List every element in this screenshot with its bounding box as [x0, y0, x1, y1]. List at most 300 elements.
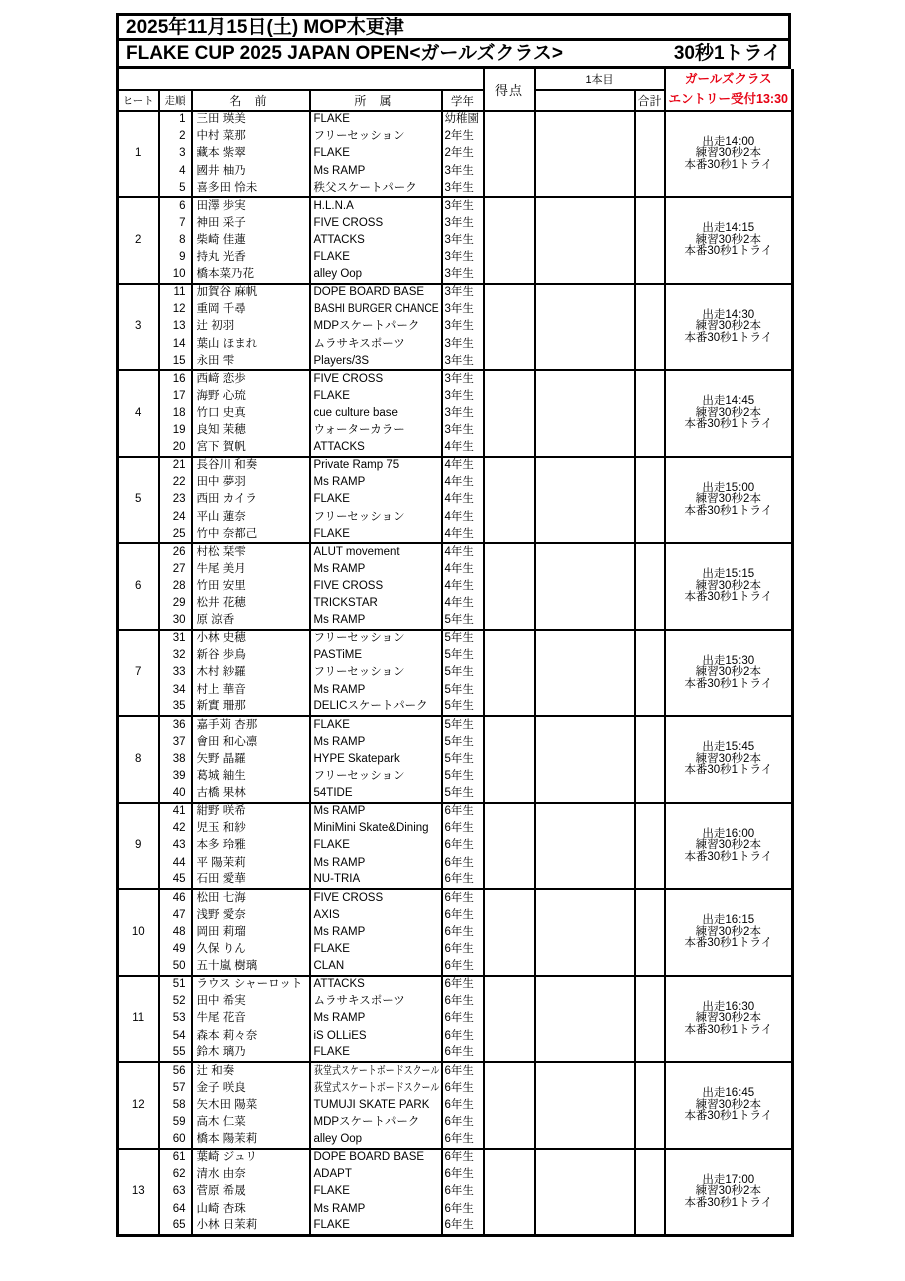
entry-order: 44 — [159, 855, 192, 872]
entry-grade: 5年生 — [442, 665, 484, 682]
entry-grade: 5年生 — [442, 630, 484, 647]
entry-grade: 4年生 — [442, 457, 484, 474]
entry-row — [118, 197, 793, 214]
entry-club: FLAKE — [310, 837, 442, 854]
entry-name: 海野 心琉 — [192, 388, 310, 405]
entry-order: 31 — [159, 630, 192, 647]
entry-order: 13 — [159, 319, 192, 336]
entry-grade: 6年生 — [442, 837, 484, 854]
heat-number: 5 — [118, 457, 159, 543]
score-cell — [484, 543, 535, 629]
entry-club: BASHI BURGER CHANCE — [310, 301, 442, 318]
entry-order: 50 — [159, 959, 192, 976]
entry-name: 小林 史穂 — [192, 630, 310, 647]
event-title: FLAKE CUP 2025 JAPAN OPEN<ガールズクラス> — [126, 43, 563, 64]
entry-row — [118, 716, 793, 733]
heat-number: 7 — [118, 630, 159, 716]
entry-name: 松井 花穂 — [192, 595, 310, 612]
entry-grade: 3年生 — [442, 336, 484, 353]
entry-club: Ms RAMP — [310, 163, 442, 180]
heat-schedule: 出走17:00 練習30秒2本 本番30秒1トライ — [665, 1149, 793, 1235]
entry-club: MDPスケートパーク — [310, 319, 442, 336]
entry-name: 牛尾 美月 — [192, 561, 310, 578]
entry-name: 良知 茉穂 — [192, 422, 310, 439]
entry-name: 葛城 紬生 — [192, 768, 310, 785]
entry-grade: 6年生 — [442, 1132, 484, 1149]
score-cell — [484, 111, 535, 197]
entry-club: Private Ramp 75 — [310, 457, 442, 474]
heat-block — [118, 716, 793, 802]
entry-name: 永田 雫 — [192, 353, 310, 370]
entry-club: iS OLLiES — [310, 1028, 442, 1045]
entry-club: FLAKE — [310, 1218, 442, 1235]
score-cell — [484, 457, 535, 543]
heat-block — [118, 803, 793, 889]
entry-name: 田澤 歩実 — [192, 197, 310, 214]
entry-order: 27 — [159, 561, 192, 578]
entry-club: CLAN — [310, 959, 442, 976]
entry-name: 辻 和奏 — [192, 1062, 310, 1079]
heat-schedule: 出走15:00 練習30秒2本 本番30秒1トライ — [665, 457, 793, 543]
entry-name: 石田 愛華 — [192, 872, 310, 889]
entry-name: 紺野 咲希 — [192, 803, 310, 820]
entry-grade: 3年生 — [442, 267, 484, 284]
entry-club: H.L.N.A — [310, 197, 442, 214]
entry-grade: 3年生 — [442, 215, 484, 232]
entry-order: 46 — [159, 889, 192, 906]
entry-grade: 3年生 — [442, 353, 484, 370]
entry-name: 原 涼香 — [192, 613, 310, 630]
entry-club: フリーセッション — [310, 665, 442, 682]
entry-grade: 6年生 — [442, 993, 484, 1010]
total-score-cell — [635, 370, 665, 456]
entry-order: 58 — [159, 1097, 192, 1114]
entry-name: 竹口 史真 — [192, 405, 310, 422]
entry-club: Ms RAMP — [310, 561, 442, 578]
entry-order: 32 — [159, 647, 192, 664]
entry-name: 森本 莉々奈 — [192, 1028, 310, 1045]
entry-club: FLAKE — [310, 526, 442, 543]
total-score-cell — [635, 111, 665, 197]
class-note-line2: エントリー受付13:30 — [668, 91, 788, 106]
entry-order: 53 — [159, 1010, 192, 1027]
header-club: 所 属 — [310, 90, 442, 111]
entry-club: AXIS — [310, 907, 442, 924]
entry-grade: 3年生 — [442, 284, 484, 301]
entry-order: 37 — [159, 734, 192, 751]
heat-number: 2 — [118, 197, 159, 283]
score-cell — [484, 889, 535, 975]
heat-schedule: 出走16:45 練習30秒2本 本番30秒1トライ — [665, 1062, 793, 1148]
total-score-cell — [635, 1062, 665, 1148]
heat-block — [118, 370, 793, 456]
entry-grade: 6年生 — [442, 1114, 484, 1131]
entry-club: FIVE CROSS — [310, 889, 442, 906]
entry-order: 1 — [159, 111, 192, 128]
heat-block — [118, 976, 793, 1062]
entry-row — [118, 457, 793, 474]
heat-schedule: 出走15:30 練習30秒2本 本番30秒1トライ — [665, 630, 793, 716]
heat-number: 3 — [118, 284, 159, 370]
entry-name: 久保 りん — [192, 941, 310, 958]
entry-order: 14 — [159, 336, 192, 353]
entry-club: alley Oop — [310, 267, 442, 284]
entry-club: ATTACKS — [310, 232, 442, 249]
entry-club: FLAKE — [310, 1183, 442, 1200]
total-score-cell — [635, 976, 665, 1062]
entry-order: 61 — [159, 1149, 192, 1166]
entry-order: 51 — [159, 976, 192, 993]
entry-name: 五十嵐 樹璃 — [192, 959, 310, 976]
entry-row — [118, 111, 793, 128]
header-run1-score-blank — [535, 90, 635, 111]
entry-name: 村上 華音 — [192, 682, 310, 699]
run1-score-cell — [535, 889, 635, 975]
entry-order: 28 — [159, 578, 192, 595]
table-header — [118, 69, 793, 111]
entry-grade: 6年生 — [442, 1218, 484, 1235]
entry-order: 40 — [159, 786, 192, 803]
entry-club: FLAKE — [310, 716, 442, 733]
score-cell — [484, 197, 535, 283]
entry-club: ムラサキスポーツ — [310, 336, 442, 353]
entry-grade: 6年生 — [442, 1028, 484, 1045]
header-name: 名 前 — [192, 90, 310, 111]
heat-block — [118, 630, 793, 716]
entry-grade: 5年生 — [442, 751, 484, 768]
entry-club: FLAKE — [310, 1045, 442, 1062]
entry-order: 57 — [159, 1080, 192, 1097]
entry-club: フリーセッション — [310, 768, 442, 785]
entry-order: 6 — [159, 197, 192, 214]
heat-block — [118, 889, 793, 975]
entry-name: 矢野 晶羅 — [192, 751, 310, 768]
header-heat: ヒート — [118, 90, 159, 111]
heat-schedule: 出走15:45 練習30秒2本 本番30秒1トライ — [665, 716, 793, 802]
entry-name: 竹田 安里 — [192, 578, 310, 595]
entry-order: 38 — [159, 751, 192, 768]
entry-order: 25 — [159, 526, 192, 543]
entry-grade: 5年生 — [442, 768, 484, 785]
total-score-cell — [635, 803, 665, 889]
entry-club: 荻堂式スケートボードスクール — [310, 1062, 442, 1079]
entry-name: 嘉手苅 杏那 — [192, 716, 310, 733]
entry-order: 7 — [159, 215, 192, 232]
entry-club: FIVE CROSS — [310, 370, 442, 387]
entry-order: 63 — [159, 1183, 192, 1200]
entry-order: 18 — [159, 405, 192, 422]
entry-club: cue culture base — [310, 405, 442, 422]
heat-number: 4 — [118, 370, 159, 456]
entry-order: 49 — [159, 941, 192, 958]
total-score-cell — [635, 457, 665, 543]
run1-score-cell — [535, 111, 635, 197]
entry-name: 喜多田 怜未 — [192, 180, 310, 197]
heat-number: 1 — [118, 111, 159, 197]
header-run1: 1本目 — [535, 69, 665, 90]
total-score-cell — [635, 889, 665, 975]
score-cell — [484, 370, 535, 456]
entry-club: Players/3S — [310, 353, 442, 370]
entry-order: 39 — [159, 768, 192, 785]
total-score-cell — [635, 1149, 665, 1235]
entry-club: 54TIDE — [310, 786, 442, 803]
total-score-cell — [635, 716, 665, 802]
entry-name: 新谷 歩鳥 — [192, 647, 310, 664]
entry-club: Ms RAMP — [310, 855, 442, 872]
entry-grade: 6年生 — [442, 976, 484, 993]
heat-schedule: 出走14:30 練習30秒2本 本番30秒1トライ — [665, 284, 793, 370]
entry-club: Ms RAMP — [310, 924, 442, 941]
heat-block — [118, 457, 793, 543]
entry-name: 辻 初羽 — [192, 319, 310, 336]
entry-order: 41 — [159, 803, 192, 820]
run1-score-cell — [535, 543, 635, 629]
entry-grade: 3年生 — [442, 422, 484, 439]
entry-row — [118, 803, 793, 820]
entry-name: 高木 仁菜 — [192, 1114, 310, 1131]
title-date-venue: 2025年11月15日(土) MOP木更津 — [116, 13, 791, 41]
entry-grade: 3年生 — [442, 319, 484, 336]
entry-grade: 5年生 — [442, 699, 484, 716]
entry-order: 52 — [159, 993, 192, 1010]
entry-sheet — [116, 13, 791, 1237]
entry-order: 33 — [159, 665, 192, 682]
entry-order: 22 — [159, 474, 192, 491]
heat-schedule: 出走14:45 練習30秒2本 本番30秒1トライ — [665, 370, 793, 456]
heat-number: 6 — [118, 543, 159, 629]
heat-block — [118, 1062, 793, 1148]
entry-name: 藏本 紫翠 — [192, 146, 310, 163]
entry-order: 20 — [159, 440, 192, 457]
run1-score-cell — [535, 1062, 635, 1148]
entry-name: 山崎 杏珠 — [192, 1201, 310, 1218]
entry-order: 15 — [159, 353, 192, 370]
entry-name: 中村 菜那 — [192, 128, 310, 145]
entry-club: Ms RAMP — [310, 474, 442, 491]
entry-name: 重岡 千尋 — [192, 301, 310, 318]
header-order: 走順 — [159, 90, 192, 111]
entry-order: 30 — [159, 613, 192, 630]
entry-order: 56 — [159, 1062, 192, 1079]
entry-name: 柴崎 佳蓮 — [192, 232, 310, 249]
entry-order: 10 — [159, 267, 192, 284]
entry-grade: 6年生 — [442, 1201, 484, 1218]
entry-name: 新實 珊那 — [192, 699, 310, 716]
entry-club: 秩父スケートパーク — [310, 180, 442, 197]
entry-order: 47 — [159, 907, 192, 924]
entry-name: 神田 采子 — [192, 215, 310, 232]
entry-club: TUMUJI SKATE PARK — [310, 1097, 442, 1114]
entry-club: FIVE CROSS — [310, 215, 442, 232]
entry-order: 3 — [159, 146, 192, 163]
run1-score-cell — [535, 457, 635, 543]
entry-club: DELICスケートパーク — [310, 699, 442, 716]
entry-grade: 4年生 — [442, 561, 484, 578]
entry-order: 42 — [159, 820, 192, 837]
entry-name: 西﨑 恋歩 — [192, 370, 310, 387]
entry-club: フリーセッション — [310, 128, 442, 145]
entry-grade: 6年生 — [442, 872, 484, 889]
score-cell — [484, 716, 535, 802]
entry-order: 35 — [159, 699, 192, 716]
entry-grade: 6年生 — [442, 1183, 484, 1200]
score-cell — [484, 1149, 535, 1235]
entry-club: ウォーターカラー — [310, 422, 442, 439]
entry-name: 三田 瑛美 — [192, 111, 310, 128]
entry-order: 9 — [159, 249, 192, 266]
entry-club: PASTiME — [310, 647, 442, 664]
entry-club: DOPE BOARD BASE — [310, 284, 442, 301]
entry-grade: 4年生 — [442, 578, 484, 595]
entry-order: 19 — [159, 422, 192, 439]
entry-name: 橋本 陽茉莉 — [192, 1132, 310, 1149]
heat-schedule: 出走15:15 練習30秒2本 本番30秒1トライ — [665, 543, 793, 629]
entry-club: MiniMini Skate&Dining — [310, 820, 442, 837]
entry-name: 岡田 莉瑠 — [192, 924, 310, 941]
entry-club: FLAKE — [310, 146, 442, 163]
entry-grade: 4年生 — [442, 440, 484, 457]
entry-row — [118, 976, 793, 993]
entry-grade: 4年生 — [442, 509, 484, 526]
run1-score-cell — [535, 976, 635, 1062]
entry-grade: 3年生 — [442, 197, 484, 214]
entry-grade: 6年生 — [442, 1097, 484, 1114]
entry-grade: 3年生 — [442, 388, 484, 405]
entry-club: Ms RAMP — [310, 1201, 442, 1218]
entry-name: 本多 玲雅 — [192, 837, 310, 854]
entry-name: 木村 紗羅 — [192, 665, 310, 682]
entry-grade: 2年生 — [442, 146, 484, 163]
entry-order: 64 — [159, 1201, 192, 1218]
total-score-cell — [635, 284, 665, 370]
entry-name: 浅野 愛奈 — [192, 907, 310, 924]
entry-club: フリーセッション — [310, 630, 442, 647]
entry-club: ADAPT — [310, 1166, 442, 1183]
entry-name: 葉崎 ジュリ — [192, 1149, 310, 1166]
entry-order: 59 — [159, 1114, 192, 1131]
entry-order: 12 — [159, 301, 192, 318]
heat-number: 9 — [118, 803, 159, 889]
entry-club: DOPE BOARD BASE — [310, 1149, 442, 1166]
entry-table — [116, 69, 794, 1237]
entry-name: 金子 咲良 — [192, 1080, 310, 1097]
entry-order: 8 — [159, 232, 192, 249]
run1-score-cell — [535, 803, 635, 889]
header-class-note — [665, 69, 793, 111]
entry-name: 村松 栞雫 — [192, 543, 310, 560]
entry-grade: 6年生 — [442, 907, 484, 924]
run1-score-cell — [535, 370, 635, 456]
entry-grade: 幼稚園 — [442, 111, 484, 128]
entry-club: 荻堂式スケートボードスクール — [310, 1080, 442, 1097]
entry-grade: 4年生 — [442, 526, 484, 543]
heat-number: 10 — [118, 889, 159, 975]
entry-club: ムラサキスポーツ — [310, 993, 442, 1010]
score-cell — [484, 976, 535, 1062]
entry-grade: 3年生 — [442, 249, 484, 266]
heat-number: 8 — [118, 716, 159, 802]
entry-order: 26 — [159, 543, 192, 560]
entry-name: 長谷川 和奏 — [192, 457, 310, 474]
entry-order: 54 — [159, 1028, 192, 1045]
entry-order: 24 — [159, 509, 192, 526]
entry-name: 國井 柚乃 — [192, 163, 310, 180]
heat-block — [118, 284, 793, 370]
entry-club: TRICKSTAR — [310, 595, 442, 612]
entry-club: MDPスケートパーク — [310, 1114, 442, 1131]
heat-schedule: 出走16:30 練習30秒2本 本番30秒1トライ — [665, 976, 793, 1062]
heat-schedule: 出走16:15 練習30秒2本 本番30秒1トライ — [665, 889, 793, 975]
entry-club: NU-TRIA — [310, 872, 442, 889]
entry-club: Ms RAMP — [310, 734, 442, 751]
entry-name: 會田 和心凛 — [192, 734, 310, 751]
entry-name: 古橋 果林 — [192, 786, 310, 803]
entry-name: ラウス シャーロット — [192, 976, 310, 993]
class-note-line1: ガールズクラス — [684, 72, 772, 87]
entry-grade: 6年生 — [442, 1062, 484, 1079]
entry-order: 23 — [159, 492, 192, 509]
total-score-cell — [635, 630, 665, 716]
entry-name: 菅原 希晟 — [192, 1183, 310, 1200]
entry-grade: 3年生 — [442, 180, 484, 197]
entry-name: 児玉 和紗 — [192, 820, 310, 837]
total-score-cell — [635, 197, 665, 283]
entry-grade: 6年生 — [442, 1080, 484, 1097]
entry-grade: 3年生 — [442, 301, 484, 318]
entry-club: Ms RAMP — [310, 1010, 442, 1027]
entry-club: ALUT movement — [310, 543, 442, 560]
heat-block — [118, 111, 793, 197]
entry-name: 鈴木 璃乃 — [192, 1045, 310, 1062]
entry-grade: 6年生 — [442, 820, 484, 837]
entry-order: 5 — [159, 180, 192, 197]
entry-name: 宮下 賀帆 — [192, 440, 310, 457]
entry-order: 21 — [159, 457, 192, 474]
entry-grade: 2年生 — [442, 128, 484, 145]
entry-club: FLAKE — [310, 388, 442, 405]
entry-grade: 6年生 — [442, 855, 484, 872]
entry-club: FIVE CROSS — [310, 578, 442, 595]
run1-score-cell — [535, 716, 635, 802]
entry-club: Ms RAMP — [310, 803, 442, 820]
entry-grade: 3年生 — [442, 405, 484, 422]
entry-grade: 5年生 — [442, 786, 484, 803]
entry-name: 牛尾 花音 — [192, 1010, 310, 1027]
header-total: 合計 — [635, 90, 665, 111]
entry-grade: 4年生 — [442, 474, 484, 491]
entry-order: 60 — [159, 1132, 192, 1149]
entry-name: 田中 希実 — [192, 993, 310, 1010]
entry-order: 2 — [159, 128, 192, 145]
entry-name: 平 陽茉莉 — [192, 855, 310, 872]
entry-club: alley Oop — [310, 1132, 442, 1149]
score-cell — [484, 630, 535, 716]
heat-schedule: 出走16:00 練習30秒2本 本番30秒1トライ — [665, 803, 793, 889]
heat-schedule: 出走14:00 練習30秒2本 本番30秒1トライ — [665, 111, 793, 197]
entry-order: 62 — [159, 1166, 192, 1183]
entry-order: 17 — [159, 388, 192, 405]
entry-row — [118, 543, 793, 560]
entry-grade: 3年生 — [442, 163, 484, 180]
entry-order: 43 — [159, 837, 192, 854]
heat-number: 12 — [118, 1062, 159, 1148]
entry-order: 55 — [159, 1045, 192, 1062]
entry-name: 小林 日茉莉 — [192, 1218, 310, 1235]
entry-club: FLAKE — [310, 249, 442, 266]
heat-number: 13 — [118, 1149, 159, 1235]
entry-order: 34 — [159, 682, 192, 699]
